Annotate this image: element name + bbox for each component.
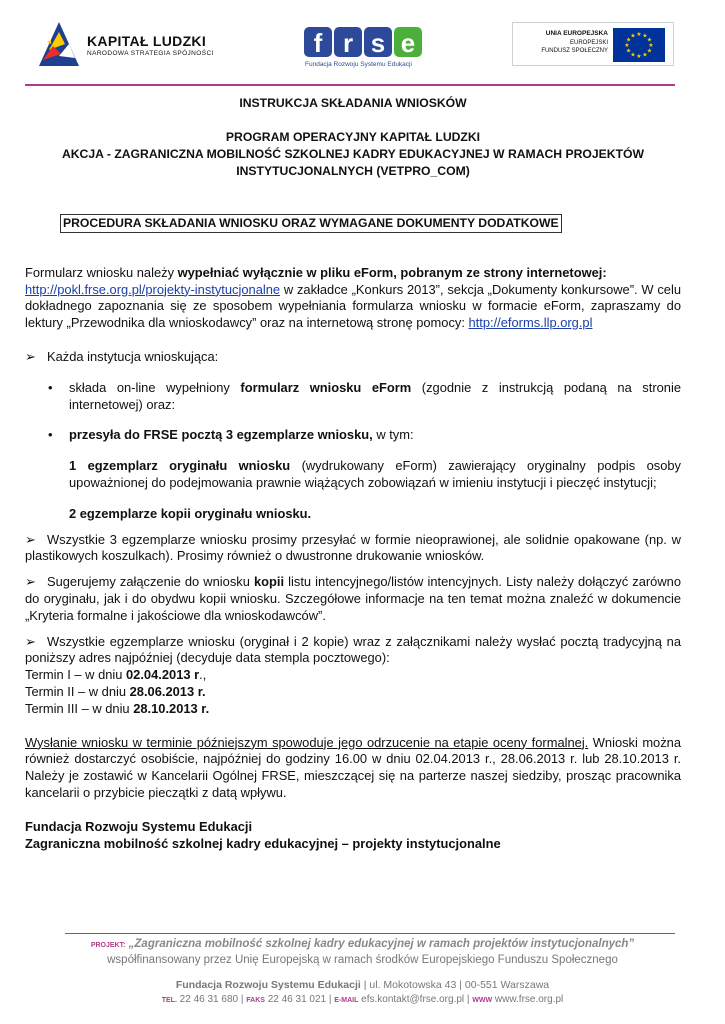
svg-text:★: ★ [646, 47, 653, 55]
footer-project-label: PROJEKT: [90, 942, 126, 949]
footer-tel-label: TEL. [161, 997, 177, 1004]
svg-text:★: ★ [624, 42, 630, 49]
document-body [25, 95, 681, 852]
deadline-text: Wnioski można również dostarczyć osobiście, najpóźniej do godziny 16.00 w dniu 02.04.2013 r., 28.06.2013 r. lub 28.10.2013 r. Należy je zostawić w Kancelarii Ogólnej FRSE, mieszczącej się na parterze naszej siedziby, prosząc pracownika kancelarii o przybicie pieczątki z datą wpływu. [25, 734, 682, 800]
signature-line2 [25, 836, 681, 853]
eu-fund-line2: FUNDUSZ SPOŁECZNY [541, 47, 608, 54]
term-2 [25, 684, 681, 701]
intro-text-a: Formularz wniosku należy [25, 264, 178, 280]
letters-text-a: Sugerujemy załączenie do wniosku [47, 574, 254, 590]
footer-email: efs.kontakt@frse.org.pl [358, 994, 467, 1005]
kapital-ludzki-logo [35, 18, 235, 73]
svg-text:e: e [400, 28, 416, 58]
frse-logo [300, 25, 435, 73]
term-2-date: 28.06.2013 r. [129, 683, 206, 699]
term-1-date: 02.04.2013 r [126, 667, 200, 683]
arrow-bullet-icon: ➢ [25, 531, 36, 547]
kapital-ludzki-title: KAPITAŁ LUDZKI [87, 33, 207, 49]
svg-text:★: ★ [648, 42, 654, 49]
signature-org: Fundacja Rozwoju Systemu Edukacji [25, 818, 253, 834]
frse-tagline: Fundacja Rozwoju Systemu Edukacji [305, 61, 412, 68]
header-divider [25, 84, 675, 86]
eu-logo [512, 22, 674, 66]
arrow-bullet-icon: ➢ [25, 633, 36, 649]
svg-text:★: ★ [646, 36, 653, 44]
footer-address-text: | ul. Mokotowska 43 | 00-551 Warszawa [360, 979, 550, 991]
deadline-warning: Wysłanie wniosku w terminie późniejszym spowoduje jego odrzucenie na etapie oceny formalnej. [25, 734, 589, 750]
mailing-paragraph [25, 634, 681, 668]
footer-separator: | [466, 994, 470, 1005]
eforms-link[interactable]: http://eforms.llp.org.pl [468, 315, 593, 331]
original-copy-paragraph [25, 458, 681, 492]
intro-text-bold: wypełniać wyłącznie w pliku eForm, pobranym ze strony internetowej: [177, 264, 607, 280]
eu-title: UNIA EUROPEJSKA [545, 30, 608, 37]
term-3-label: Termin III – w dniu [25, 700, 134, 716]
list-item-post [25, 427, 681, 444]
mailing-text: Wszystkie egzemplarze wniosku (oryginał i 2 kopie) wraz z załącznikami należy wysłać pocztą tradycyjną na poniższy adres najpóźniej (decyduje data stempla pocztowego): [25, 633, 681, 666]
svg-text:★: ★ [630, 32, 636, 40]
term-3-date: 28.10.2013 r. [133, 700, 210, 716]
copies-paragraph [25, 506, 681, 523]
footer-contacts [0, 994, 725, 1005]
arrow-bullet-icon: ➢ [25, 574, 36, 590]
post-text-b: w tym: [372, 427, 414, 443]
svg-text:★: ★ [642, 32, 648, 40]
section-title: PROCEDURA SKŁADANIA WNIOSKU ORAZ WYMAGANE DOKUMENTY DODATKOWE [60, 214, 562, 233]
packaging-text: Wszystkie 3 egzemplarze wniosku prosimy przesyłać w formie nieoprawionej, ale solidnie opakowane (np. w plastikowych koszulkach). Prosimy również o dwustronne drukowanie wniosków. [25, 531, 681, 564]
intro-paragraph [25, 265, 681, 332]
footer-email-label: E-MAIL [334, 997, 359, 1004]
svg-text:★: ★ [636, 53, 642, 60]
term-1 [25, 667, 681, 684]
footer-project-title: „Zagraniczna mobilność szkolnej kadry edukacyjnej w ramach projektów instytucjonalnych” [128, 938, 635, 950]
footer-org: Fundacja Rozwoju Systemu Edukacji [175, 979, 361, 991]
footer-divider [65, 933, 675, 934]
eu-fund-name [541, 40, 608, 56]
footer-fax: 22 46 31 021 [264, 994, 329, 1005]
post-text-bold: przesyła do FRSE pocztą 3 egzemplarze wniosku, [69, 427, 373, 443]
term-1-suffix: ., [199, 667, 207, 683]
eform-text-a: składa on-line wypełniony [69, 379, 241, 395]
program-title: PROGRAM OPERACYJNY KAPITAŁ LUDZKI [225, 130, 481, 144]
footer-www-label: WWW [472, 997, 493, 1004]
svg-text:★: ★ [625, 47, 632, 55]
original-text-b: (wydrukowany eForm) zawierający oryginalny podpis osoby upoważnionej do podejmowania prawnie wiążących zobowiązań w imieniu instytucji i pieczęć instytucji; [69, 458, 681, 490]
svg-text:r: r [342, 28, 354, 58]
institution-text: Każda instytucja wnioskująca: [47, 348, 219, 364]
pokl-link[interactable]: http://pokl.frse.org.pl/projekty-instytucjonalne [25, 281, 281, 297]
letters-paragraph [25, 574, 681, 624]
svg-text:★: ★ [630, 51, 636, 59]
footer-separator: | [240, 994, 244, 1005]
footer-www: www.frse.org.pl [492, 994, 564, 1005]
footer-address [0, 979, 725, 991]
institution-item [25, 349, 681, 366]
action-title-line2: INSTYTUCJONALNYCH (VETPRO_COM) [236, 164, 470, 178]
term-2-label: Termin II – w dniu [25, 683, 130, 699]
eu-fund-line1: EUROPEJSKI [569, 40, 608, 46]
bullet-icon: • [48, 427, 53, 443]
footer-tel: 22 46 31 680 [176, 994, 241, 1005]
svg-text:★: ★ [642, 51, 648, 59]
intro-text-c: w zakładce „Konkurs 2013”, sekcja „Dokumenty konkursowe”. W celu dokładnego zapoznania się ze sposobem wypełniania formularza wniosku w formacie eForm, zapraszamy do lektury „Przewodnika dla wnioskodawcy” oraz na internetową stronę pomocy: [25, 281, 681, 331]
bullet-icon: • [48, 379, 53, 395]
eform-text-c: (zgodnie z instrukcją podaną na stronie internetowej) oraz: [69, 379, 682, 412]
term-3 [25, 701, 681, 718]
footer-project [0, 938, 725, 950]
svg-text:s: s [370, 28, 386, 58]
letters-text-bold: kopii [253, 574, 285, 590]
svg-text:★: ★ [636, 31, 642, 38]
footer-separator: | [328, 994, 332, 1005]
svg-text:f: f [313, 28, 323, 58]
doc-title: INSTRUKCJA SKŁADANIA WNIOSKÓW [239, 96, 467, 110]
eu-flag-icon [613, 28, 665, 62]
footer-cofinanced: współfinansowany przez Unię Europejską w ramach środków Europejskiego Funduszu Społecznego [107, 954, 618, 966]
term-1-label: Termin I – w dniu [25, 667, 127, 683]
arrow-bullet-icon: ➢ [25, 348, 36, 364]
deadline-paragraph [25, 735, 681, 802]
signature-line1 [25, 819, 681, 836]
svg-text:★: ★ [625, 36, 632, 44]
original-text-bold: 1 egzemplarz oryginału wniosku [69, 458, 291, 474]
letters-text-c: listu intencyjnego/listów intencyjnych. Listy należy dołączyć zarówno do oryginału, jak i do obydwu kopii wniosku. Szczegółowe informacje na ten temat można znaleźć w dokumencie „Kryteria formalne i jakościowe dla wnioskodawców”. [25, 574, 681, 623]
frse-wordmark [300, 25, 435, 59]
kapital-ludzki-subtitle: NARODOWA STRATEGIA SPÓJNOŚCI [87, 50, 214, 57]
footer-fax-label: FAKS [246, 997, 265, 1004]
copies-text: 2 egzemplarze kopii oryginału wniosku. [69, 505, 312, 521]
signature-project: Zagraniczna mobilność szkolnej kadry edukacyjnej – projekty instytucjonalne [25, 835, 501, 851]
list-item-eform [25, 380, 681, 414]
packaging-paragraph [25, 532, 681, 566]
kapital-ludzki-emblem-icon [35, 20, 83, 70]
action-title-line1: AKCJA - ZAGRANICZNA MOBILNOŚĆ SZKOLNEJ KADRY EDUKACYJNEJ W RAMACH PROJEKTÓW [61, 147, 645, 161]
eform-text-bold: formularz wniosku eForm [240, 379, 412, 395]
